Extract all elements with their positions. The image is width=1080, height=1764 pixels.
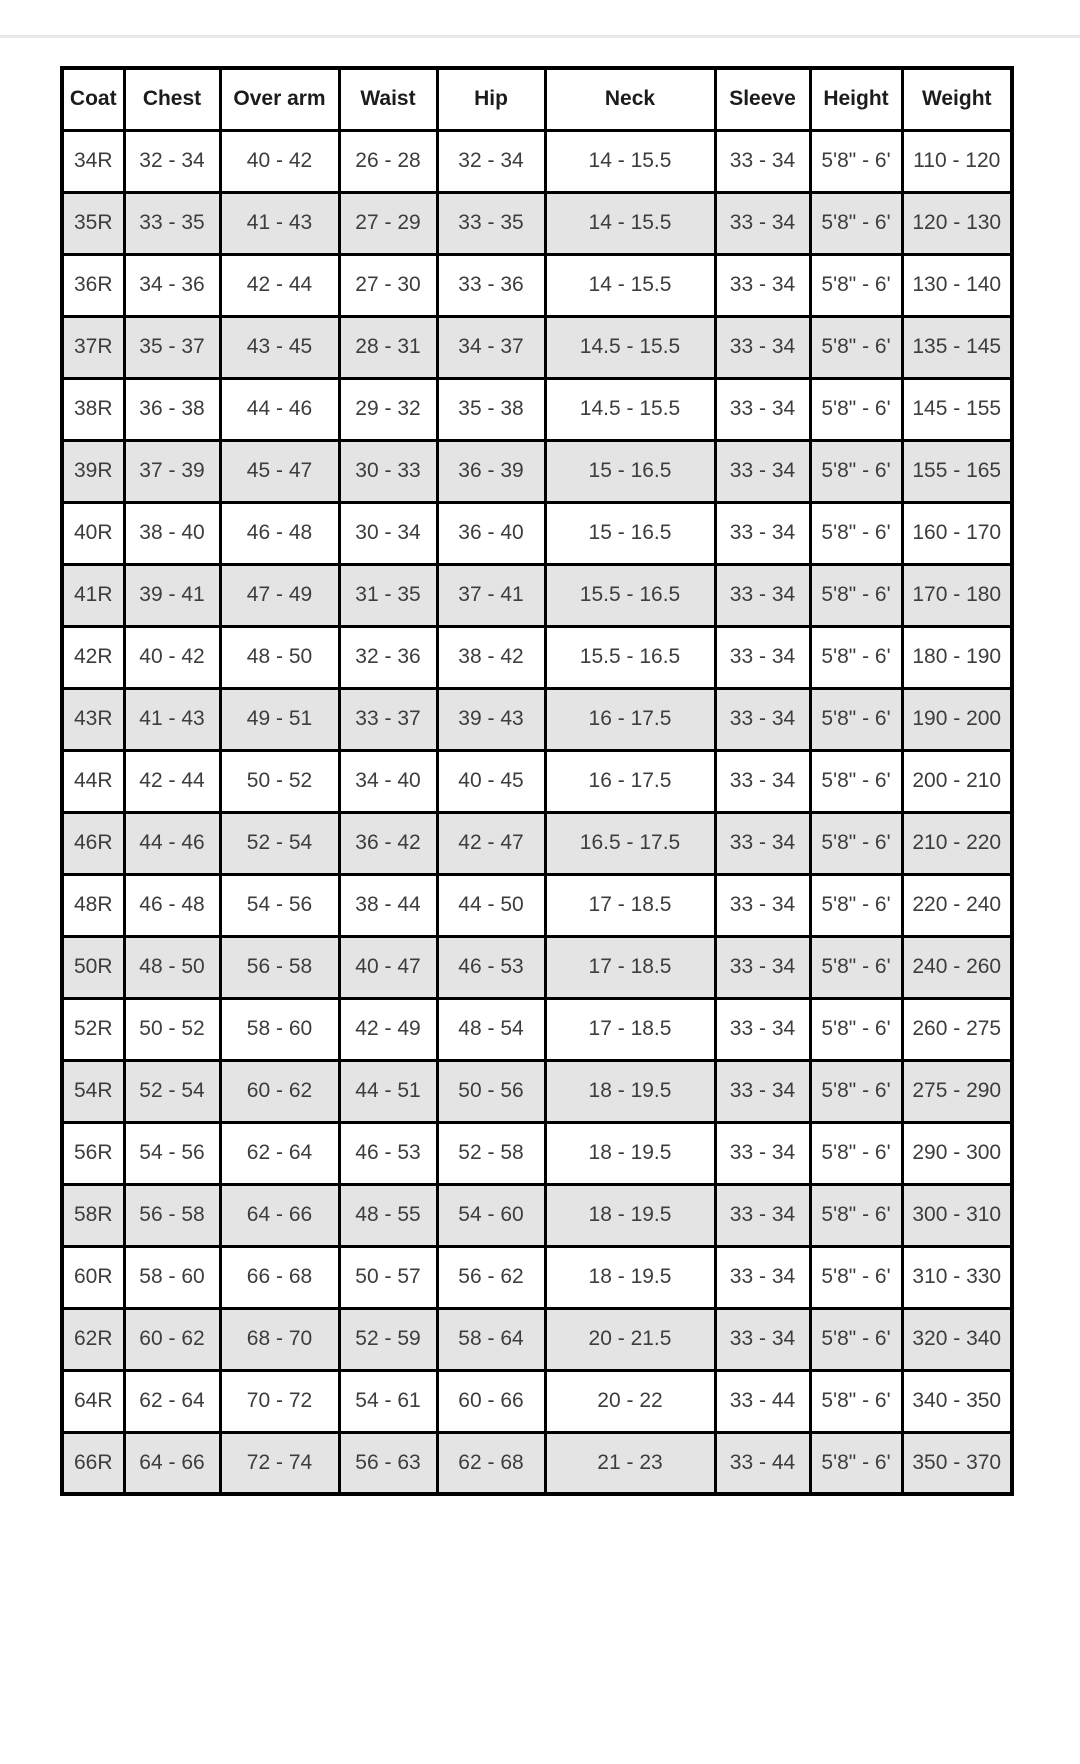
cell-62r-sleeve: 33 - 34 bbox=[715, 1308, 810, 1370]
cell-46r-weight: 210 - 220 bbox=[902, 812, 1012, 874]
cell-37r-height: 5'8" - 6' bbox=[810, 316, 902, 378]
cell-52r-height: 5'8" - 6' bbox=[810, 998, 902, 1060]
table-row-35r bbox=[62, 192, 1012, 254]
cell-62r-overarm: 68 - 70 bbox=[220, 1308, 339, 1370]
cell-40r-sleeve: 33 - 34 bbox=[715, 502, 810, 564]
cell-50r-chest: 48 - 50 bbox=[124, 936, 220, 998]
cell-64r-overarm: 70 - 72 bbox=[220, 1370, 339, 1432]
cell-41r-weight: 170 - 180 bbox=[902, 564, 1012, 626]
cell-64r-hip: 60 - 66 bbox=[437, 1370, 545, 1432]
cell-43r-sleeve: 33 - 34 bbox=[715, 688, 810, 750]
cell-46r-overarm: 52 - 54 bbox=[220, 812, 339, 874]
cell-36r-waist: 27 - 30 bbox=[339, 254, 437, 316]
cell-34r-overarm: 40 - 42 bbox=[220, 130, 339, 192]
cell-35r-weight: 120 - 130 bbox=[902, 192, 1012, 254]
cell-64r-sleeve: 33 - 44 bbox=[715, 1370, 810, 1432]
cell-60r-hip: 56 - 62 bbox=[437, 1246, 545, 1308]
cell-66r-overarm: 72 - 74 bbox=[220, 1432, 339, 1494]
cell-39r-waist: 30 - 33 bbox=[339, 440, 437, 502]
cell-43r-overarm: 49 - 51 bbox=[220, 688, 339, 750]
cell-44r-sleeve: 33 - 34 bbox=[715, 750, 810, 812]
cell-36r-coat: 36R bbox=[62, 254, 124, 316]
cell-58r-chest: 56 - 58 bbox=[124, 1184, 220, 1246]
header-row bbox=[62, 68, 1012, 130]
cell-58r-overarm: 64 - 66 bbox=[220, 1184, 339, 1246]
cell-48r-coat: 48R bbox=[62, 874, 124, 936]
cell-37r-neck: 14.5 - 15.5 bbox=[545, 316, 715, 378]
cell-50r-sleeve: 33 - 34 bbox=[715, 936, 810, 998]
table-row-37r bbox=[62, 316, 1012, 378]
table-row-58r bbox=[62, 1184, 1012, 1246]
cell-58r-weight: 300 - 310 bbox=[902, 1184, 1012, 1246]
cell-41r-hip: 37 - 41 bbox=[437, 564, 545, 626]
cell-58r-neck: 18 - 19.5 bbox=[545, 1184, 715, 1246]
cell-54r-hip: 50 - 56 bbox=[437, 1060, 545, 1122]
cell-43r-hip: 39 - 43 bbox=[437, 688, 545, 750]
cell-37r-sleeve: 33 - 34 bbox=[715, 316, 810, 378]
cell-60r-sleeve: 33 - 34 bbox=[715, 1246, 810, 1308]
cell-39r-hip: 36 - 39 bbox=[437, 440, 545, 502]
cell-46r-waist: 36 - 42 bbox=[339, 812, 437, 874]
cell-54r-chest: 52 - 54 bbox=[124, 1060, 220, 1122]
cell-41r-neck: 15.5 - 16.5 bbox=[545, 564, 715, 626]
column-header-overarm: Over arm bbox=[220, 68, 339, 130]
cell-62r-weight: 320 - 340 bbox=[902, 1308, 1012, 1370]
column-header-chest: Chest bbox=[124, 68, 220, 130]
cell-50r-waist: 40 - 47 bbox=[339, 936, 437, 998]
cell-60r-height: 5'8" - 6' bbox=[810, 1246, 902, 1308]
cell-39r-weight: 155 - 165 bbox=[902, 440, 1012, 502]
cell-34r-coat: 34R bbox=[62, 130, 124, 192]
cell-50r-neck: 17 - 18.5 bbox=[545, 936, 715, 998]
cell-60r-chest: 58 - 60 bbox=[124, 1246, 220, 1308]
cell-46r-height: 5'8" - 6' bbox=[810, 812, 902, 874]
cell-56r-hip: 52 - 58 bbox=[437, 1122, 545, 1184]
cell-43r-chest: 41 - 43 bbox=[124, 688, 220, 750]
table-row-41r bbox=[62, 564, 1012, 626]
cell-50r-weight: 240 - 260 bbox=[902, 936, 1012, 998]
table-row-43r bbox=[62, 688, 1012, 750]
cell-44r-weight: 200 - 210 bbox=[902, 750, 1012, 812]
cell-35r-neck: 14 - 15.5 bbox=[545, 192, 715, 254]
cell-54r-coat: 54R bbox=[62, 1060, 124, 1122]
cell-41r-waist: 31 - 35 bbox=[339, 564, 437, 626]
coat-size-chart-table bbox=[60, 66, 1014, 1496]
cell-34r-chest: 32 - 34 bbox=[124, 130, 220, 192]
cell-56r-waist: 46 - 53 bbox=[339, 1122, 437, 1184]
cell-38r-neck: 14.5 - 15.5 bbox=[545, 378, 715, 440]
column-header-coat: Coat bbox=[62, 68, 124, 130]
cell-46r-neck: 16.5 - 17.5 bbox=[545, 812, 715, 874]
cell-41r-chest: 39 - 41 bbox=[124, 564, 220, 626]
cell-56r-overarm: 62 - 64 bbox=[220, 1122, 339, 1184]
cell-35r-sleeve: 33 - 34 bbox=[715, 192, 810, 254]
cell-38r-weight: 145 - 155 bbox=[902, 378, 1012, 440]
cell-54r-waist: 44 - 51 bbox=[339, 1060, 437, 1122]
table-row-48r bbox=[62, 874, 1012, 936]
cell-42r-chest: 40 - 42 bbox=[124, 626, 220, 688]
cell-66r-neck: 21 - 23 bbox=[545, 1432, 715, 1494]
cell-40r-weight: 160 - 170 bbox=[902, 502, 1012, 564]
cell-44r-waist: 34 - 40 bbox=[339, 750, 437, 812]
cell-52r-overarm: 58 - 60 bbox=[220, 998, 339, 1060]
cell-44r-hip: 40 - 45 bbox=[437, 750, 545, 812]
cell-40r-height: 5'8" - 6' bbox=[810, 502, 902, 564]
cell-43r-neck: 16 - 17.5 bbox=[545, 688, 715, 750]
cell-41r-sleeve: 33 - 34 bbox=[715, 564, 810, 626]
cell-56r-neck: 18 - 19.5 bbox=[545, 1122, 715, 1184]
cell-46r-chest: 44 - 46 bbox=[124, 812, 220, 874]
cell-38r-height: 5'8" - 6' bbox=[810, 378, 902, 440]
top-divider bbox=[0, 35, 1080, 38]
cell-36r-overarm: 42 - 44 bbox=[220, 254, 339, 316]
table-row-50r bbox=[62, 936, 1012, 998]
cell-50r-height: 5'8" - 6' bbox=[810, 936, 902, 998]
cell-54r-overarm: 60 - 62 bbox=[220, 1060, 339, 1122]
cell-62r-hip: 58 - 64 bbox=[437, 1308, 545, 1370]
cell-39r-neck: 15 - 16.5 bbox=[545, 440, 715, 502]
cell-42r-coat: 42R bbox=[62, 626, 124, 688]
cell-52r-sleeve: 33 - 34 bbox=[715, 998, 810, 1060]
cell-40r-chest: 38 - 40 bbox=[124, 502, 220, 564]
cell-50r-hip: 46 - 53 bbox=[437, 936, 545, 998]
column-header-height: Height bbox=[810, 68, 902, 130]
cell-62r-height: 5'8" - 6' bbox=[810, 1308, 902, 1370]
cell-62r-coat: 62R bbox=[62, 1308, 124, 1370]
column-header-sleeve: Sleeve bbox=[715, 68, 810, 130]
cell-36r-chest: 34 - 36 bbox=[124, 254, 220, 316]
column-header-waist: Waist bbox=[339, 68, 437, 130]
cell-42r-neck: 15.5 - 16.5 bbox=[545, 626, 715, 688]
cell-37r-coat: 37R bbox=[62, 316, 124, 378]
table-row-38r bbox=[62, 378, 1012, 440]
cell-58r-waist: 48 - 55 bbox=[339, 1184, 437, 1246]
cell-37r-chest: 35 - 37 bbox=[124, 316, 220, 378]
cell-44r-neck: 16 - 17.5 bbox=[545, 750, 715, 812]
column-header-neck: Neck bbox=[545, 68, 715, 130]
table-row-42r bbox=[62, 626, 1012, 688]
cell-58r-coat: 58R bbox=[62, 1184, 124, 1246]
cell-35r-overarm: 41 - 43 bbox=[220, 192, 339, 254]
cell-40r-overarm: 46 - 48 bbox=[220, 502, 339, 564]
cell-52r-coat: 52R bbox=[62, 998, 124, 1060]
cell-52r-hip: 48 - 54 bbox=[437, 998, 545, 1060]
cell-36r-height: 5'8" - 6' bbox=[810, 254, 902, 316]
cell-64r-coat: 64R bbox=[62, 1370, 124, 1432]
table-row-62r bbox=[62, 1308, 1012, 1370]
cell-64r-chest: 62 - 64 bbox=[124, 1370, 220, 1432]
cell-48r-weight: 220 - 240 bbox=[902, 874, 1012, 936]
cell-56r-height: 5'8" - 6' bbox=[810, 1122, 902, 1184]
cell-58r-sleeve: 33 - 34 bbox=[715, 1184, 810, 1246]
table-row-54r bbox=[62, 1060, 1012, 1122]
table-row-39r bbox=[62, 440, 1012, 502]
cell-42r-hip: 38 - 42 bbox=[437, 626, 545, 688]
cell-66r-weight: 350 - 370 bbox=[902, 1432, 1012, 1494]
cell-46r-sleeve: 33 - 34 bbox=[715, 812, 810, 874]
cell-64r-neck: 20 - 22 bbox=[545, 1370, 715, 1432]
cell-38r-chest: 36 - 38 bbox=[124, 378, 220, 440]
cell-41r-coat: 41R bbox=[62, 564, 124, 626]
cell-38r-waist: 29 - 32 bbox=[339, 378, 437, 440]
cell-48r-height: 5'8" - 6' bbox=[810, 874, 902, 936]
cell-60r-weight: 310 - 330 bbox=[902, 1246, 1012, 1308]
cell-35r-height: 5'8" - 6' bbox=[810, 192, 902, 254]
cell-66r-coat: 66R bbox=[62, 1432, 124, 1494]
cell-50r-coat: 50R bbox=[62, 936, 124, 998]
cell-64r-height: 5'8" - 6' bbox=[810, 1370, 902, 1432]
cell-52r-weight: 260 - 275 bbox=[902, 998, 1012, 1060]
cell-58r-height: 5'8" - 6' bbox=[810, 1184, 902, 1246]
cell-38r-coat: 38R bbox=[62, 378, 124, 440]
table-row-60r bbox=[62, 1246, 1012, 1308]
cell-34r-sleeve: 33 - 34 bbox=[715, 130, 810, 192]
cell-48r-overarm: 54 - 56 bbox=[220, 874, 339, 936]
cell-52r-neck: 17 - 18.5 bbox=[545, 998, 715, 1060]
cell-38r-hip: 35 - 38 bbox=[437, 378, 545, 440]
cell-39r-height: 5'8" - 6' bbox=[810, 440, 902, 502]
table-header bbox=[62, 68, 1012, 130]
cell-44r-coat: 44R bbox=[62, 750, 124, 812]
cell-60r-neck: 18 - 19.5 bbox=[545, 1246, 715, 1308]
cell-37r-overarm: 43 - 45 bbox=[220, 316, 339, 378]
cell-42r-height: 5'8" - 6' bbox=[810, 626, 902, 688]
cell-48r-hip: 44 - 50 bbox=[437, 874, 545, 936]
cell-36r-sleeve: 33 - 34 bbox=[715, 254, 810, 316]
cell-56r-weight: 290 - 300 bbox=[902, 1122, 1012, 1184]
cell-39r-chest: 37 - 39 bbox=[124, 440, 220, 502]
cell-66r-waist: 56 - 63 bbox=[339, 1432, 437, 1494]
cell-36r-hip: 33 - 36 bbox=[437, 254, 545, 316]
cell-52r-chest: 50 - 52 bbox=[124, 998, 220, 1060]
cell-40r-hip: 36 - 40 bbox=[437, 502, 545, 564]
cell-36r-weight: 130 - 140 bbox=[902, 254, 1012, 316]
cell-35r-coat: 35R bbox=[62, 192, 124, 254]
cell-44r-height: 5'8" - 6' bbox=[810, 750, 902, 812]
cell-54r-sleeve: 33 - 34 bbox=[715, 1060, 810, 1122]
cell-46r-hip: 42 - 47 bbox=[437, 812, 545, 874]
table-row-34r bbox=[62, 130, 1012, 192]
cell-38r-sleeve: 33 - 34 bbox=[715, 378, 810, 440]
cell-34r-waist: 26 - 28 bbox=[339, 130, 437, 192]
table-row-56r bbox=[62, 1122, 1012, 1184]
table-row-66r bbox=[62, 1432, 1012, 1494]
cell-42r-waist: 32 - 36 bbox=[339, 626, 437, 688]
column-header-weight: Weight bbox=[902, 68, 1012, 130]
cell-56r-sleeve: 33 - 34 bbox=[715, 1122, 810, 1184]
cell-40r-neck: 15 - 16.5 bbox=[545, 502, 715, 564]
cell-60r-coat: 60R bbox=[62, 1246, 124, 1308]
table-row-40r bbox=[62, 502, 1012, 564]
cell-39r-sleeve: 33 - 34 bbox=[715, 440, 810, 502]
cell-42r-overarm: 48 - 50 bbox=[220, 626, 339, 688]
cell-44r-chest: 42 - 44 bbox=[124, 750, 220, 812]
cell-56r-coat: 56R bbox=[62, 1122, 124, 1184]
cell-64r-weight: 340 - 350 bbox=[902, 1370, 1012, 1432]
table-row-52r bbox=[62, 998, 1012, 1060]
cell-46r-coat: 46R bbox=[62, 812, 124, 874]
cell-50r-overarm: 56 - 58 bbox=[220, 936, 339, 998]
table-row-46r bbox=[62, 812, 1012, 874]
cell-66r-height: 5'8" - 6' bbox=[810, 1432, 902, 1494]
cell-40r-coat: 40R bbox=[62, 502, 124, 564]
column-header-hip: Hip bbox=[437, 68, 545, 130]
cell-66r-sleeve: 33 - 44 bbox=[715, 1432, 810, 1494]
cell-48r-waist: 38 - 44 bbox=[339, 874, 437, 936]
cell-54r-neck: 18 - 19.5 bbox=[545, 1060, 715, 1122]
cell-54r-weight: 275 - 290 bbox=[902, 1060, 1012, 1122]
cell-39r-coat: 39R bbox=[62, 440, 124, 502]
cell-66r-hip: 62 - 68 bbox=[437, 1432, 545, 1494]
table-row-44r bbox=[62, 750, 1012, 812]
cell-44r-overarm: 50 - 52 bbox=[220, 750, 339, 812]
cell-39r-overarm: 45 - 47 bbox=[220, 440, 339, 502]
cell-35r-waist: 27 - 29 bbox=[339, 192, 437, 254]
cell-34r-height: 5'8" - 6' bbox=[810, 130, 902, 192]
cell-35r-hip: 33 - 35 bbox=[437, 192, 545, 254]
cell-48r-sleeve: 33 - 34 bbox=[715, 874, 810, 936]
cell-62r-neck: 20 - 21.5 bbox=[545, 1308, 715, 1370]
cell-43r-height: 5'8" - 6' bbox=[810, 688, 902, 750]
cell-48r-chest: 46 - 48 bbox=[124, 874, 220, 936]
cell-43r-coat: 43R bbox=[62, 688, 124, 750]
cell-43r-weight: 190 - 200 bbox=[902, 688, 1012, 750]
table-row-64r bbox=[62, 1370, 1012, 1432]
table-row-36r bbox=[62, 254, 1012, 316]
cell-64r-waist: 54 - 61 bbox=[339, 1370, 437, 1432]
cell-37r-hip: 34 - 37 bbox=[437, 316, 545, 378]
cell-42r-sleeve: 33 - 34 bbox=[715, 626, 810, 688]
cell-34r-neck: 14 - 15.5 bbox=[545, 130, 715, 192]
cell-66r-chest: 64 - 66 bbox=[124, 1432, 220, 1494]
table-body bbox=[62, 130, 1012, 1494]
cell-41r-overarm: 47 - 49 bbox=[220, 564, 339, 626]
cell-62r-chest: 60 - 62 bbox=[124, 1308, 220, 1370]
cell-40r-waist: 30 - 34 bbox=[339, 502, 437, 564]
cell-60r-overarm: 66 - 68 bbox=[220, 1246, 339, 1308]
cell-56r-chest: 54 - 56 bbox=[124, 1122, 220, 1184]
cell-34r-weight: 110 - 120 bbox=[902, 130, 1012, 192]
cell-52r-waist: 42 - 49 bbox=[339, 998, 437, 1060]
cell-58r-hip: 54 - 60 bbox=[437, 1184, 545, 1246]
cell-48r-neck: 17 - 18.5 bbox=[545, 874, 715, 936]
cell-62r-waist: 52 - 59 bbox=[339, 1308, 437, 1370]
cell-36r-neck: 14 - 15.5 bbox=[545, 254, 715, 316]
cell-37r-waist: 28 - 31 bbox=[339, 316, 437, 378]
cell-37r-weight: 135 - 145 bbox=[902, 316, 1012, 378]
cell-60r-waist: 50 - 57 bbox=[339, 1246, 437, 1308]
cell-41r-height: 5'8" - 6' bbox=[810, 564, 902, 626]
cell-34r-hip: 32 - 34 bbox=[437, 130, 545, 192]
cell-43r-waist: 33 - 37 bbox=[339, 688, 437, 750]
cell-54r-height: 5'8" - 6' bbox=[810, 1060, 902, 1122]
cell-35r-chest: 33 - 35 bbox=[124, 192, 220, 254]
cell-42r-weight: 180 - 190 bbox=[902, 626, 1012, 688]
cell-38r-overarm: 44 - 46 bbox=[220, 378, 339, 440]
